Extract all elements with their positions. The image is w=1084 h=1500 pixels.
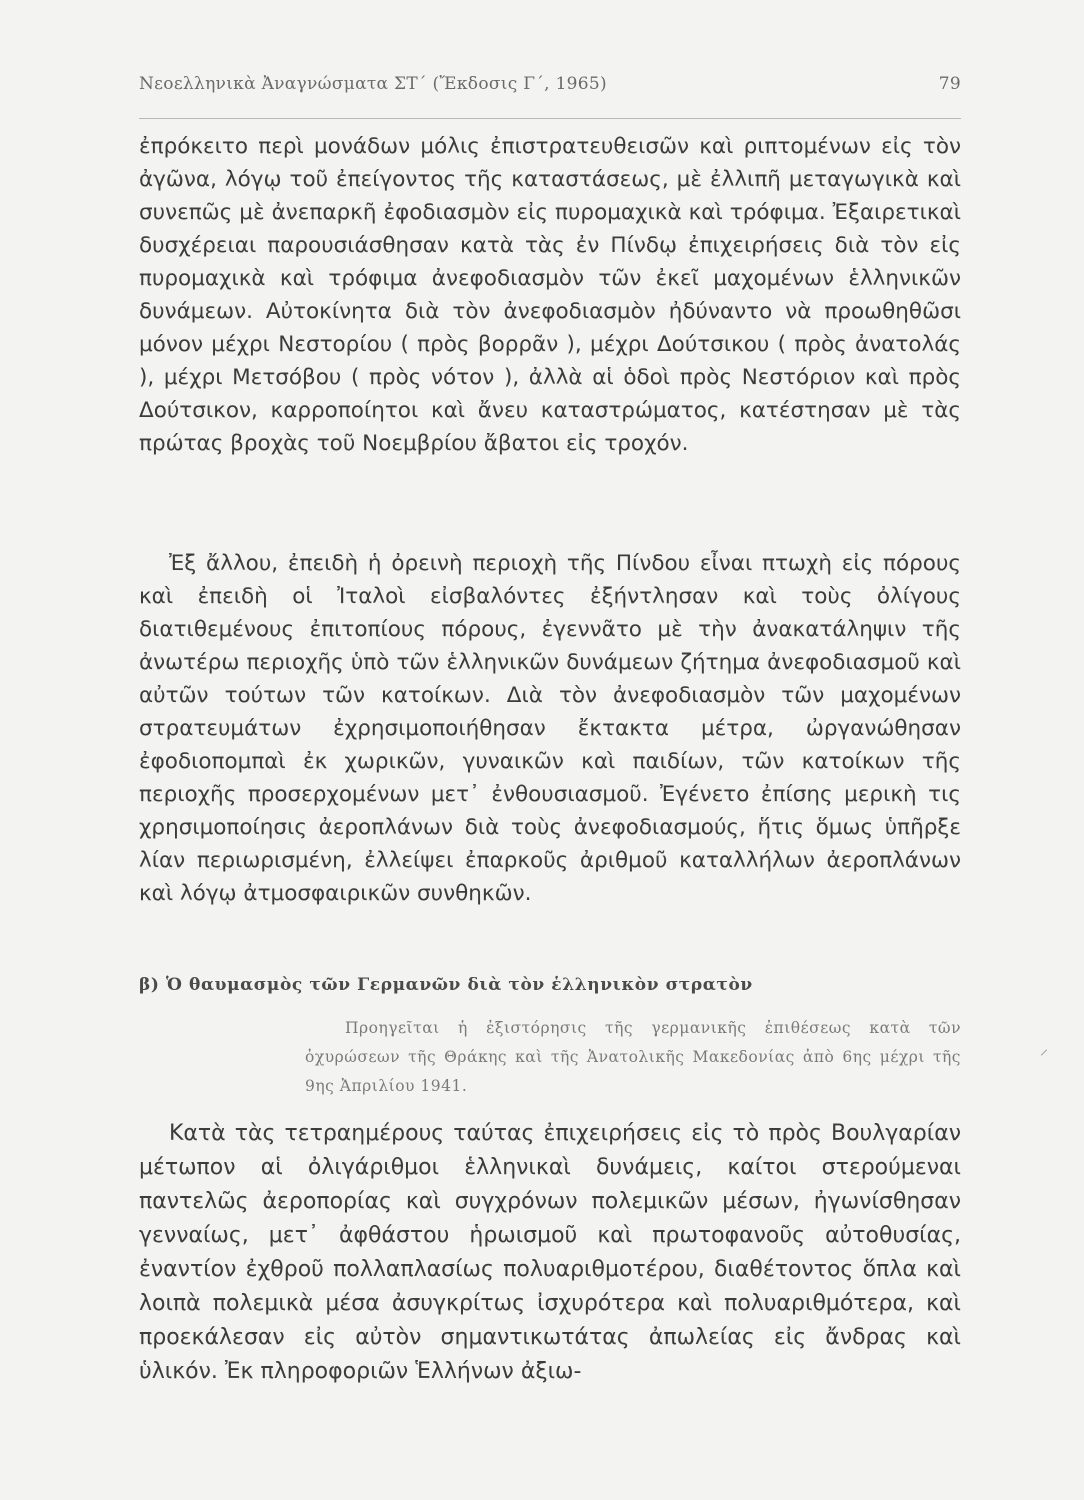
margin-mark bbox=[1041, 1049, 1047, 1055]
running-header bbox=[139, 74, 961, 94]
paragraph-3-text: Κατὰ τὰς τετραημέρους ταύτας ἐπιχειρήσεις εἰς τὸ πρὸς Βουλγαρίαν μέτωπον αἱ ὀλιγάριθμοι ἑλληνικαὶ δυνάμεις, καίτοι στερούμεναι παντελῶς ἀεροπορίας καὶ συγχρόνων πολεμικῶν μέσων, ἠγωνίσθησαν γενναίως, μετ᾽ ἀφθάστου ἡρωισμοῦ καὶ πρωτοφανοῦς αὐτοθυσίας, ἐναντίον ἐχθροῦ πολλαπλασίως πολυαριθμοτέρου, διαθέτοντος ὅπλα καὶ λοιπὰ πολεμικὰ μέσα ἀσυγκρίτως ἰσχυρότερα καὶ πολυαριθμότερα, καὶ προεκάλεσαν εἰς αὐτὸν σημαντικωτάτας ἀπωλείας εἰς ἄνδρας καὶ ὑλικόν. Ἐκ πληροφοριῶν Ἑλλήνων ἀξιω- bbox=[139, 1121, 961, 1384]
paragraph-1 bbox=[139, 130, 961, 460]
paragraph-2 bbox=[139, 547, 961, 910]
running-title: Νεοελληνικὰ Ἀναγνώσματα ΣΤ΄ (Ἔκδοσις Γ΄, 1965) bbox=[139, 74, 607, 94]
header-divider bbox=[139, 118, 961, 119]
paragraph-1-text: ἐπρόκειτο περὶ μονάδων μόλις ἐπιστρατευθεισῶν καὶ ριπτομένων εἰς τὸν ἀγῶνα, λόγῳ τοῦ ἐπείγοντος τῆς καταστάσεως, μὲ ἐλλιπῆ μεταγωγικὰ καὶ συνεπῶς μὲ ἀνεπαρκῆ ἐφοδιασμὸν εἰς πυρομαχικὰ καὶ τρόφιμα. Ἐξαιρετικαὶ δυσχέρειαι παρουσιάσθησαν κατὰ τὰς ἐν Πίνδῳ ἐπιχειρήσεις διὰ τὸν εἰς πυρομαχικὰ καὶ τρόφιμα ἀνεφοδιασμὸν τῶν ἐκεῖ μαχομένων ἑλληνικῶν δυνάμεων. Αὐτοκίνητα διὰ τὸν ἀνεφοδιασμὸν ἠδύναντο νὰ προωθηθῶσι μόνον μέχρι Νεστορίου ( πρὸς βορρᾶν ), μέχρι Δούτσικου ( πρὸς ἀνατολάς ), μέχρι Μετσόβου ( πρὸς νότον ), ἀλλὰ αἱ ὁδοὶ πρὸς Νεστόριον καὶ πρὸς Δούτσικον, καρροποίητοι καὶ ἄνευ καταστρώματος, κατέστησαν μὲ τὰς πρώτας βροχὰς τοῦ Νοεμβρίου ἄβατοι εἰς τροχόν. bbox=[139, 134, 961, 456]
page-number: 79 bbox=[938, 74, 961, 94]
section-subheading: β) Ὁ θαυμασμὸς τῶν Γερμανῶν διὰ τὸν ἑλληνικὸν στρατὸν bbox=[139, 975, 753, 995]
paragraph-2-text: Ἐξ ἄλλου, ἐπειδὴ ἡ ὀρεινὴ περιοχὴ τῆς Πίνδου εἶναι πτωχὴ εἰς πόρους καὶ ἐπειδὴ οἱ Ἰταλοὶ εἰσβαλόντες ἐξήντλησαν καὶ τοὺς ὀλίγους διατιθεμένους ἐπιτοπίους πόρους, ἐγεννᾶτο μὲ τὴν ἀνακατάληψιν τῆς ἀνωτέρω περιοχῆς ὑπὸ τῶν ἑλληνικῶν δυνάμεων ζήτημα ἀνεφοδιασμοῦ καὶ αὐτῶν τούτων τῶν κατοίκων. Διὰ τὸν ἀνεφοδιασμὸν τῶν μαχομένων στρατευμάτων ἐχρησιμοποιήθησαν ἔκτακτα μέτρα, ὠργανώθησαν ἐφοδιοπομπαὶ ἐκ χωρικῶν, γυναικῶν καὶ παιδίων, τῶν κατοίκων τῆς περιοχῆς προσερχομένων μετ᾽ ἐνθουσιασμοῦ. Ἐγένετο ἐπίσης μερικὴ τις χρησιμοποίησις ἀεροπλάνων διὰ τοὺς ἀνεφοδιασμούς, ἥτις ὅμως ὑπῆρξε λίαν περιωρισμένη, ἐλλείψει ἐπαρκοῦς ἀριθμοῦ καταλλήλων ἀεροπλάνων καὶ λόγῳ ἀτμοσφαιρικῶν συνθηκῶν. bbox=[139, 551, 961, 906]
editorial-note: Προηγεῖται ἡ ἐξιστόρησις τῆς γερμανικῆς ἐπιθέσεως κατὰ τῶν ὀχυρώσεων τῆς Θράκης καὶ τῆς Ἀνατολικῆς Μακεδονίας ἀπὸ 6ης μέχρι τῆς 9ης Ἀπριλίου 1941. bbox=[305, 1019, 961, 1095]
paragraph-3 bbox=[139, 1117, 961, 1389]
